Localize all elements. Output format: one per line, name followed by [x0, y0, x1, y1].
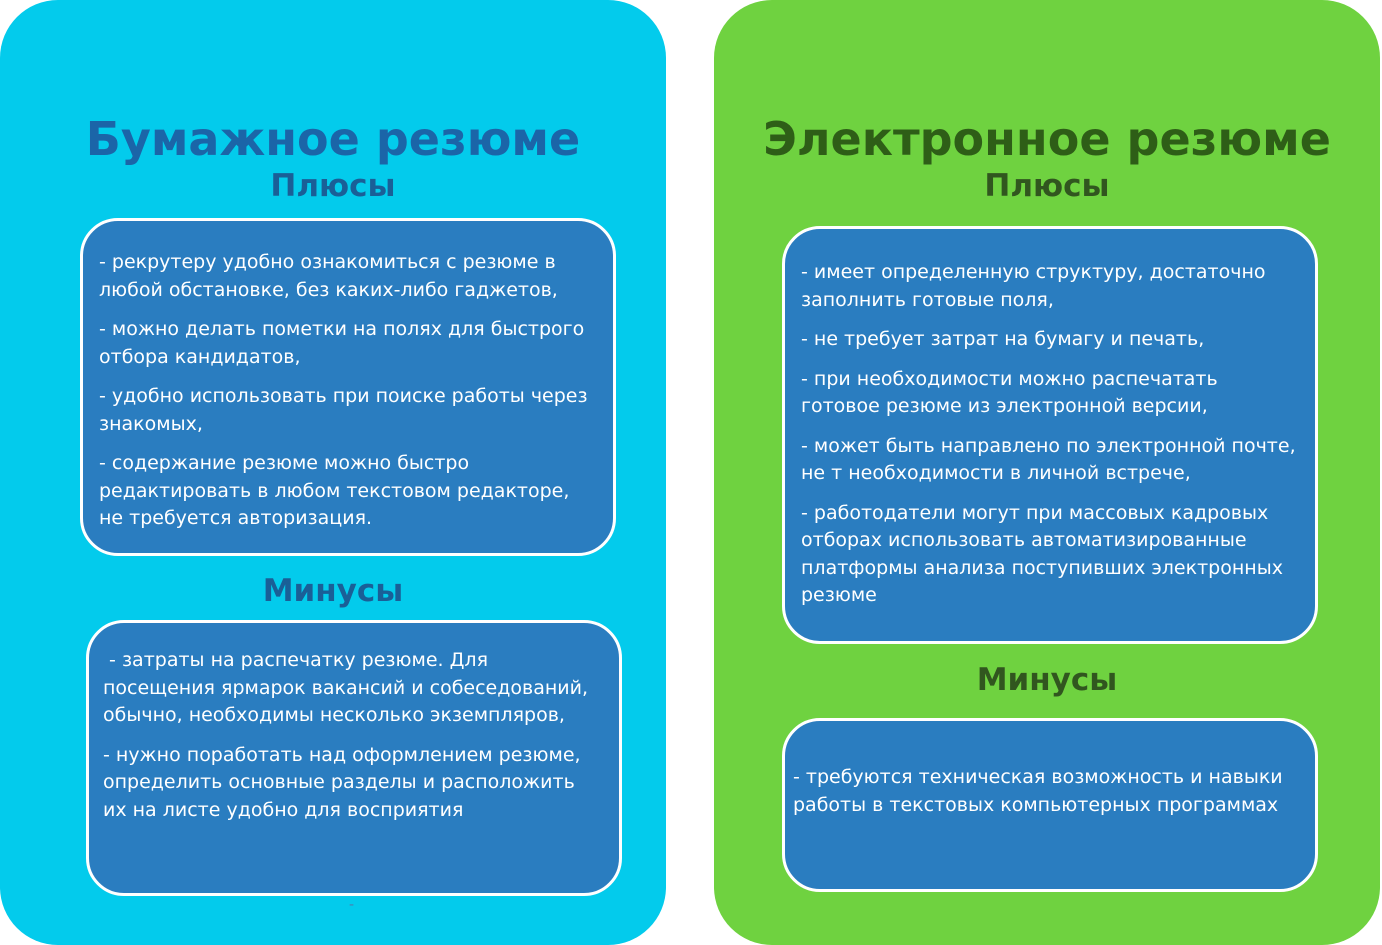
paper-pros-item: - содержание резюме можно быстро редактировать в любом текстовом редакторе, не требуется авторизация.	[99, 452, 570, 529]
electronic-pros-item: - работодатели могут при массовых кадровых отборах использовать автоматизированные платформы анализа поступивших электронных резюме	[801, 501, 1283, 606]
paper-cons-box	[86, 620, 622, 896]
paper-pros-heading: Плюсы	[270, 168, 396, 204]
electronic-cons-heading: Минусы	[976, 662, 1118, 698]
electronic-pros-heading: Плюсы	[984, 168, 1110, 204]
paper-cons-item: - затраты на распечатку резюме. Для посещения ярмарок вакансий и собеседований, обычно, необходимы несколько экземпляров,	[103, 649, 595, 726]
electronic-pros-box	[782, 226, 1318, 644]
electronic-cons-box	[782, 718, 1318, 892]
paper-cons-item: - нужно поработать над оформлением резюме, определить основные разделы и расположить их на листе удобно для восприятия	[103, 743, 581, 821]
paper-pros-item: - можно делать пометки на полях для быстрого отбора кандидатов,	[99, 318, 585, 368]
electronic-cons-item: - требуются техническая возможность и навыки работы в текстовых компьютерных программах	[793, 766, 1283, 816]
electronic-resume-panel	[714, 0, 1380, 945]
electronic-resume-title: Электронное резюме	[763, 112, 1331, 166]
paper-pros-item: - удобно использовать при поиске работы через знакомых,	[99, 385, 588, 435]
footer-dash: -	[349, 897, 355, 913]
paper-cons-heading: Минусы	[262, 573, 404, 609]
electronic-pros-item: - имеет определенную структуру, достаточно заполнить готовые поля,	[801, 261, 1266, 311]
paper-pros-item: - рекрутеру удобно ознакомиться с резюме в любой обстановке, без каких-либо гаджетов,	[99, 251, 558, 301]
paper-resume-title: Бумажное резюме	[85, 112, 581, 166]
paper-resume-panel	[0, 0, 666, 945]
electronic-pros-item: - может быть направлено по электронной почте, не т необходимости в личной встрече,	[801, 434, 1296, 484]
electronic-pros-item: - при необходимости можно распечатать готовое резюме из электронной версии,	[801, 367, 1218, 417]
paper-pros-box	[80, 218, 616, 556]
electronic-pros-item: - не требует затрат на бумагу и печать,	[801, 328, 1205, 350]
